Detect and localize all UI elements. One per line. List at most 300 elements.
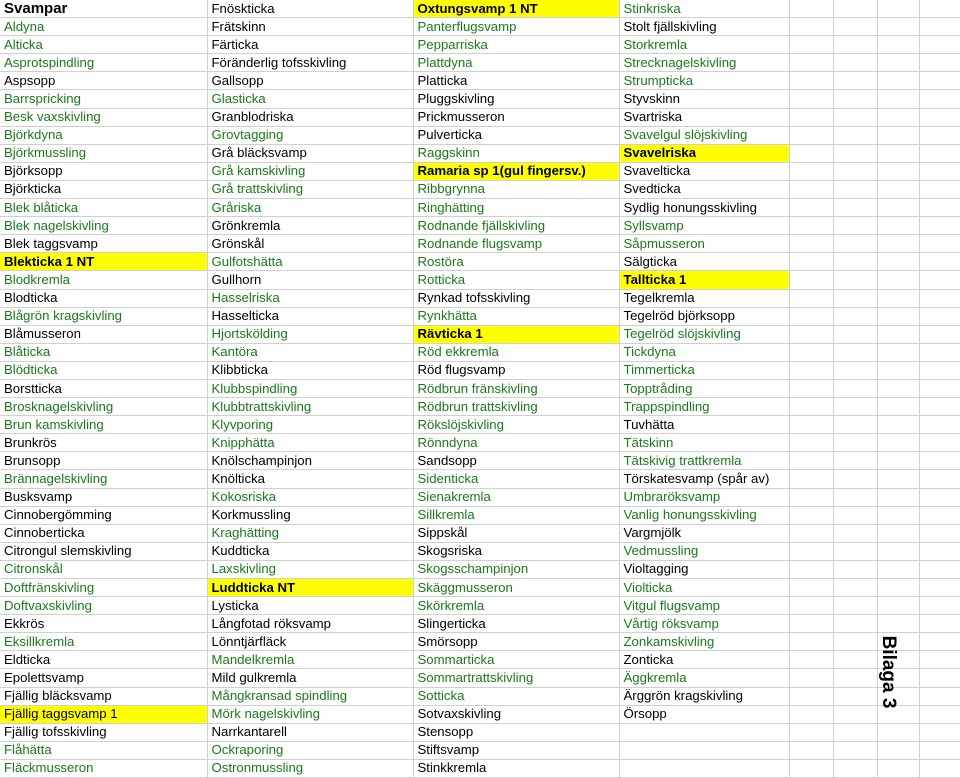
cell-col-d[interactable]: Violtagging (619, 560, 789, 578)
empty-cell[interactable] (877, 18, 919, 36)
cell-col-a[interactable]: Blåmusseron (0, 325, 207, 343)
empty-cell[interactable] (877, 759, 919, 777)
empty-cell[interactable] (919, 54, 960, 72)
empty-cell[interactable] (833, 180, 877, 198)
empty-cell[interactable] (919, 253, 960, 271)
empty-cell[interactable] (833, 325, 877, 343)
empty-cell[interactable] (789, 687, 833, 705)
empty-cell[interactable] (919, 343, 960, 361)
empty-cell[interactable] (919, 271, 960, 289)
empty-cell[interactable] (877, 597, 919, 615)
empty-cell[interactable] (789, 398, 833, 416)
cell-col-b[interactable]: Grå trattskivling (207, 180, 413, 198)
empty-cell[interactable] (789, 669, 833, 687)
cell-col-b[interactable]: Gallsopp (207, 72, 413, 90)
cell-col-d[interactable]: Äggkremla (619, 669, 789, 687)
empty-cell[interactable] (919, 416, 960, 434)
cell-col-d[interactable]: Örsopp (619, 705, 789, 723)
empty-cell[interactable] (919, 723, 960, 741)
cell-col-c[interactable]: Skogsschampinjon (413, 560, 619, 578)
cell-col-a[interactable]: Blodkremla (0, 271, 207, 289)
cell-col-c[interactable]: Rävticka 1 (413, 325, 619, 343)
empty-cell[interactable] (789, 759, 833, 777)
cell-col-a[interactable]: Brosknagelskivling (0, 398, 207, 416)
cell-col-a[interactable]: Brännagelskivling (0, 470, 207, 488)
cell-col-d[interactable]: Sälgticka (619, 253, 789, 271)
cell-col-d[interactable]: Svavelticka (619, 162, 789, 180)
empty-cell[interactable] (877, 307, 919, 325)
cell-col-a[interactable]: Fläckmusseron (0, 759, 207, 777)
cell-col-a[interactable]: Blodticka (0, 289, 207, 307)
cell-col-d[interactable]: Stolt fjällskivling (619, 18, 789, 36)
empty-cell[interactable] (919, 651, 960, 669)
cell-col-a[interactable]: Ekkrös (0, 615, 207, 633)
empty-cell[interactable] (789, 597, 833, 615)
empty-cell[interactable] (919, 398, 960, 416)
cell-col-d[interactable]: Tallticka 1 (619, 271, 789, 289)
cell-col-d[interactable]: Svedticka (619, 180, 789, 198)
empty-cell[interactable] (789, 615, 833, 633)
cell-col-c[interactable]: Sillkremla (413, 506, 619, 524)
cell-col-c[interactable]: Rostöra (413, 253, 619, 271)
empty-cell[interactable] (833, 398, 877, 416)
empty-cell[interactable] (919, 470, 960, 488)
cell-col-b[interactable]: Lysticka (207, 597, 413, 615)
cell-col-c[interactable]: Sommarticka (413, 651, 619, 669)
cell-col-c[interactable]: Skörkremla (413, 597, 619, 615)
cell-col-c[interactable]: Panterflugsvamp (413, 18, 619, 36)
empty-cell[interactable] (877, 723, 919, 741)
empty-cell[interactable] (833, 633, 877, 651)
cell-col-a[interactable]: Eldticka (0, 651, 207, 669)
empty-cell[interactable] (833, 615, 877, 633)
cell-col-d[interactable]: Storkremla (619, 36, 789, 54)
empty-cell[interactable] (877, 271, 919, 289)
empty-cell[interactable] (789, 343, 833, 361)
empty-cell[interactable] (919, 759, 960, 777)
empty-cell[interactable] (789, 307, 833, 325)
empty-cell[interactable] (789, 271, 833, 289)
cell-col-a[interactable]: Epolettsvamp (0, 669, 207, 687)
cell-col-a[interactable]: Alticka (0, 36, 207, 54)
cell-col-b[interactable]: Lönntjärfläck (207, 633, 413, 651)
cell-col-b[interactable]: Grönskål (207, 235, 413, 253)
empty-cell[interactable] (789, 18, 833, 36)
cell-col-d[interactable]: Vitgul flugsvamp (619, 597, 789, 615)
empty-cell[interactable] (789, 633, 833, 651)
cell-col-d[interactable]: Svavelriska (619, 144, 789, 162)
cell-col-a[interactable]: Cinnoberticka (0, 524, 207, 542)
empty-cell[interactable] (919, 506, 960, 524)
empty-cell[interactable] (877, 217, 919, 235)
cell-col-a[interactable]: Aspsopp (0, 72, 207, 90)
empty-cell[interactable] (877, 434, 919, 452)
cell-col-b[interactable]: Mild gulkremla (207, 669, 413, 687)
cell-col-a[interactable]: Björkticka (0, 180, 207, 198)
cell-col-c[interactable]: Rödbrun fränskivling (413, 379, 619, 397)
empty-cell[interactable] (789, 470, 833, 488)
empty-cell[interactable] (919, 361, 960, 379)
cell-col-b[interactable]: Mörk nagelskivling (207, 705, 413, 723)
empty-cell[interactable] (919, 325, 960, 343)
empty-cell[interactable] (877, 560, 919, 578)
cell-col-c[interactable]: Sandsopp (413, 452, 619, 470)
empty-cell[interactable] (833, 54, 877, 72)
cell-col-c[interactable]: Stensopp (413, 723, 619, 741)
cell-col-b[interactable]: Grönkremla (207, 217, 413, 235)
empty-cell[interactable] (919, 488, 960, 506)
cell-col-a[interactable]: Blekticka 1 NT (0, 253, 207, 271)
empty-cell[interactable] (833, 524, 877, 542)
cell-col-b[interactable]: Klubbspindling (207, 379, 413, 397)
cell-col-b[interactable]: Hasselriska (207, 289, 413, 307)
cell-col-d[interactable]: Tuvhätta (619, 416, 789, 434)
empty-cell[interactable] (833, 542, 877, 560)
cell-col-a[interactable]: Brun kamskivling (0, 416, 207, 434)
cell-col-a[interactable]: Brunsopp (0, 452, 207, 470)
cell-col-a[interactable]: Cinnobergömming (0, 506, 207, 524)
cell-col-a[interactable]: Busksvamp (0, 488, 207, 506)
cell-col-c[interactable]: Röd flugsvamp (413, 361, 619, 379)
empty-cell[interactable] (789, 0, 833, 18)
cell-col-d[interactable] (619, 723, 789, 741)
empty-cell[interactable] (919, 669, 960, 687)
cell-col-c[interactable]: Stiftsvamp (413, 741, 619, 759)
empty-cell[interactable] (833, 235, 877, 253)
cell-col-b[interactable]: Kraghätting (207, 524, 413, 542)
cell-col-a[interactable]: Svampar (0, 0, 207, 18)
empty-cell[interactable] (789, 180, 833, 198)
cell-col-d[interactable]: Timmerticka (619, 361, 789, 379)
cell-col-d[interactable] (619, 759, 789, 777)
cell-col-b[interactable]: Kuddticka (207, 542, 413, 560)
empty-cell[interactable] (789, 741, 833, 759)
empty-cell[interactable] (877, 289, 919, 307)
empty-cell[interactable] (789, 162, 833, 180)
cell-col-c[interactable]: Raggskinn (413, 144, 619, 162)
cell-col-d[interactable]: Topptråding (619, 379, 789, 397)
cell-col-c[interactable]: Rynkhätta (413, 307, 619, 325)
empty-cell[interactable] (833, 651, 877, 669)
cell-col-b[interactable]: Föränderlig tofsskivling (207, 54, 413, 72)
cell-col-d[interactable]: Stinkriska (619, 0, 789, 18)
empty-cell[interactable] (833, 379, 877, 397)
cell-col-d[interactable]: Styvskinn (619, 90, 789, 108)
empty-cell[interactable] (877, 235, 919, 253)
cell-col-d[interactable]: Trappspindling (619, 398, 789, 416)
empty-cell[interactable] (833, 307, 877, 325)
empty-cell[interactable] (877, 144, 919, 162)
empty-cell[interactable] (833, 741, 877, 759)
empty-cell[interactable] (833, 506, 877, 524)
cell-col-a[interactable]: Blåticka (0, 343, 207, 361)
cell-col-a[interactable]: Blek blåticka (0, 199, 207, 217)
cell-col-c[interactable]: Smörsopp (413, 633, 619, 651)
cell-col-b[interactable]: Kantöra (207, 343, 413, 361)
empty-cell[interactable] (877, 36, 919, 54)
cell-col-b[interactable]: Färticka (207, 36, 413, 54)
empty-cell[interactable] (877, 488, 919, 506)
cell-col-d[interactable]: Ärggrön kragskivling (619, 687, 789, 705)
cell-col-d[interactable]: Vargmjölk (619, 524, 789, 542)
cell-col-b[interactable]: Hjortskölding (207, 325, 413, 343)
empty-cell[interactable] (877, 416, 919, 434)
cell-col-b[interactable]: Grå bläcksvamp (207, 144, 413, 162)
empty-cell[interactable] (833, 72, 877, 90)
empty-cell[interactable] (833, 162, 877, 180)
empty-cell[interactable] (877, 506, 919, 524)
empty-cell[interactable] (833, 669, 877, 687)
empty-cell[interactable] (919, 90, 960, 108)
cell-col-d[interactable]: Zonkamskivling (619, 633, 789, 651)
cell-col-d[interactable]: Tätskinn (619, 434, 789, 452)
cell-col-b[interactable]: Narrkantarell (207, 723, 413, 741)
empty-cell[interactable] (833, 343, 877, 361)
cell-col-c[interactable]: Pepparriska (413, 36, 619, 54)
cell-col-b[interactable]: Klubbtrattskivling (207, 398, 413, 416)
cell-col-d[interactable]: Umbraröksvamp (619, 488, 789, 506)
empty-cell[interactable] (789, 144, 833, 162)
empty-cell[interactable] (919, 705, 960, 723)
cell-col-b[interactable]: Ockraporing (207, 741, 413, 759)
cell-col-d[interactable]: Svartriska (619, 108, 789, 126)
empty-cell[interactable] (919, 615, 960, 633)
empty-cell[interactable] (877, 361, 919, 379)
cell-col-c[interactable]: Pulverticka (413, 126, 619, 144)
empty-cell[interactable] (919, 560, 960, 578)
cell-col-a[interactable]: Brunkrös (0, 434, 207, 452)
empty-cell[interactable] (789, 705, 833, 723)
cell-col-d[interactable]: Strecknagelskivling (619, 54, 789, 72)
empty-cell[interactable] (789, 542, 833, 560)
empty-cell[interactable] (919, 0, 960, 18)
empty-cell[interactable] (877, 524, 919, 542)
empty-cell[interactable] (919, 180, 960, 198)
empty-cell[interactable] (833, 126, 877, 144)
empty-cell[interactable] (789, 325, 833, 343)
empty-cell[interactable] (789, 36, 833, 54)
empty-cell[interactable] (877, 398, 919, 416)
cell-col-a[interactable]: Eksillkremla (0, 633, 207, 651)
cell-col-b[interactable]: Klibbticka (207, 361, 413, 379)
cell-col-d[interactable]: Vanlig honungsskivling (619, 506, 789, 524)
cell-col-a[interactable]: Doftfränskivling (0, 579, 207, 597)
empty-cell[interactable] (789, 126, 833, 144)
empty-cell[interactable] (919, 162, 960, 180)
cell-col-c[interactable]: Rodnande fjällskivling (413, 217, 619, 235)
empty-cell[interactable] (833, 434, 877, 452)
cell-col-b[interactable]: Gråriska (207, 199, 413, 217)
empty-cell[interactable] (833, 452, 877, 470)
empty-cell[interactable] (833, 560, 877, 578)
cell-col-a[interactable]: Blek taggsvamp (0, 235, 207, 253)
empty-cell[interactable] (919, 108, 960, 126)
empty-cell[interactable] (833, 253, 877, 271)
empty-cell[interactable] (877, 90, 919, 108)
cell-col-a[interactable]: Björksopp (0, 162, 207, 180)
empty-cell[interactable] (877, 108, 919, 126)
cell-col-c[interactable]: Rynkad tofsskivling (413, 289, 619, 307)
cell-col-b[interactable]: Grå kamskivling (207, 162, 413, 180)
empty-cell[interactable] (789, 651, 833, 669)
cell-col-c[interactable]: Rökslöjskivling (413, 416, 619, 434)
empty-cell[interactable] (919, 144, 960, 162)
cell-col-a[interactable]: Asprotspindling (0, 54, 207, 72)
cell-col-d[interactable]: Zonticka (619, 651, 789, 669)
empty-cell[interactable] (877, 54, 919, 72)
empty-cell[interactable] (789, 253, 833, 271)
empty-cell[interactable] (833, 144, 877, 162)
cell-col-b[interactable]: Laxskivling (207, 560, 413, 578)
empty-cell[interactable] (919, 217, 960, 235)
cell-col-c[interactable]: Platticka (413, 72, 619, 90)
empty-cell[interactable] (919, 687, 960, 705)
empty-cell[interactable] (919, 379, 960, 397)
empty-cell[interactable] (877, 126, 919, 144)
cell-col-d[interactable]: Vedmussling (619, 542, 789, 560)
empty-cell[interactable] (919, 524, 960, 542)
cell-col-a[interactable]: Citronskål (0, 560, 207, 578)
empty-cell[interactable] (789, 361, 833, 379)
empty-cell[interactable] (789, 416, 833, 434)
empty-cell[interactable] (833, 759, 877, 777)
cell-col-d[interactable]: Vårtig röksvamp (619, 615, 789, 633)
empty-cell[interactable] (877, 470, 919, 488)
cell-col-b[interactable]: Ostronmussling (207, 759, 413, 777)
cell-col-c[interactable]: Skogsriska (413, 542, 619, 560)
cell-col-b[interactable]: Gullhorn (207, 271, 413, 289)
empty-cell[interactable] (833, 416, 877, 434)
cell-col-a[interactable]: Björkmussling (0, 144, 207, 162)
cell-col-d[interactable]: Tätskivig trattkremla (619, 452, 789, 470)
cell-col-c[interactable]: Röd ekkremla (413, 343, 619, 361)
cell-col-c[interactable]: Rönndyna (413, 434, 619, 452)
empty-cell[interactable] (789, 452, 833, 470)
cell-col-c[interactable]: Stinkkremla (413, 759, 619, 777)
empty-cell[interactable] (833, 705, 877, 723)
cell-col-a[interactable]: Flåhätta (0, 741, 207, 759)
cell-col-b[interactable]: Granblodriska (207, 108, 413, 126)
empty-cell[interactable] (833, 597, 877, 615)
empty-cell[interactable] (833, 687, 877, 705)
cell-col-c[interactable]: Sidenticka (413, 470, 619, 488)
cell-col-a[interactable]: Besk vaxskivling (0, 108, 207, 126)
empty-cell[interactable] (833, 90, 877, 108)
empty-cell[interactable] (833, 488, 877, 506)
cell-col-a[interactable]: Blågrön kragskivling (0, 307, 207, 325)
empty-cell[interactable] (789, 217, 833, 235)
cell-col-c[interactable]: Oxtungsvamp 1 NT (413, 0, 619, 18)
empty-cell[interactable] (833, 289, 877, 307)
empty-cell[interactable] (877, 741, 919, 759)
empty-cell[interactable] (877, 0, 919, 18)
cell-col-b[interactable]: Knölschampinjon (207, 452, 413, 470)
cell-col-b[interactable]: Knipphätta (207, 434, 413, 452)
cell-col-b[interactable]: Grovtagging (207, 126, 413, 144)
empty-cell[interactable] (877, 180, 919, 198)
empty-cell[interactable] (789, 108, 833, 126)
cell-col-c[interactable]: Ringhätting (413, 199, 619, 217)
empty-cell[interactable] (833, 108, 877, 126)
empty-cell[interactable] (919, 72, 960, 90)
empty-cell[interactable] (833, 470, 877, 488)
cell-col-c[interactable]: Ramaria sp 1(gul fingersv.) (413, 162, 619, 180)
cell-col-c[interactable]: Rotticka (413, 271, 619, 289)
cell-col-d[interactable] (619, 741, 789, 759)
cell-col-a[interactable]: Blek nagelskivling (0, 217, 207, 235)
empty-cell[interactable] (877, 162, 919, 180)
cell-col-a[interactable]: Fjällig tofsskivling (0, 723, 207, 741)
cell-col-d[interactable]: Strumpticka (619, 72, 789, 90)
empty-cell[interactable] (919, 126, 960, 144)
cell-col-a[interactable]: Björkdyna (0, 126, 207, 144)
empty-cell[interactable] (919, 235, 960, 253)
cell-col-a[interactable]: Borstticka (0, 379, 207, 397)
empty-cell[interactable] (919, 452, 960, 470)
empty-cell[interactable] (877, 579, 919, 597)
empty-cell[interactable] (833, 217, 877, 235)
empty-cell[interactable] (833, 723, 877, 741)
cell-col-b[interactable]: Klyvporing (207, 416, 413, 434)
empty-cell[interactable] (877, 72, 919, 90)
empty-cell[interactable] (789, 72, 833, 90)
empty-cell[interactable] (789, 54, 833, 72)
cell-col-b[interactable]: Långfotad röksvamp (207, 615, 413, 633)
empty-cell[interactable] (789, 524, 833, 542)
empty-cell[interactable] (833, 36, 877, 54)
empty-cell[interactable] (833, 271, 877, 289)
cell-col-c[interactable]: Slingerticka (413, 615, 619, 633)
empty-cell[interactable] (919, 633, 960, 651)
cell-col-c[interactable]: Sienakremla (413, 488, 619, 506)
empty-cell[interactable] (833, 361, 877, 379)
empty-cell[interactable] (919, 741, 960, 759)
cell-col-a[interactable]: Fjällig bläcksvamp (0, 687, 207, 705)
empty-cell[interactable] (789, 235, 833, 253)
cell-col-b[interactable]: Luddticka NT (207, 579, 413, 597)
empty-cell[interactable] (789, 560, 833, 578)
cell-col-a[interactable]: Citrongul slemskivling (0, 542, 207, 560)
cell-col-b[interactable]: Hasselticka (207, 307, 413, 325)
cell-col-a[interactable]: Fjällig taggsvamp 1 (0, 705, 207, 723)
cell-col-c[interactable]: Sotvaxskivling (413, 705, 619, 723)
empty-cell[interactable] (833, 0, 877, 18)
cell-col-b[interactable]: Korkmussling (207, 506, 413, 524)
empty-cell[interactable] (789, 506, 833, 524)
cell-col-c[interactable]: Skäggmusseron (413, 579, 619, 597)
empty-cell[interactable] (919, 307, 960, 325)
cell-col-b[interactable]: Glasticka (207, 90, 413, 108)
cell-col-b[interactable]: Gulfotshätta (207, 253, 413, 271)
empty-cell[interactable] (919, 542, 960, 560)
empty-cell[interactable] (833, 18, 877, 36)
empty-cell[interactable] (789, 379, 833, 397)
cell-col-d[interactable]: Sydlig honungsskivling (619, 199, 789, 217)
cell-col-b[interactable]: Kokosriska (207, 488, 413, 506)
empty-cell[interactable] (877, 325, 919, 343)
cell-col-c[interactable]: Rödbrun trattskivling (413, 398, 619, 416)
empty-cell[interactable] (919, 434, 960, 452)
cell-col-b[interactable]: Frätskinn (207, 18, 413, 36)
empty-cell[interactable] (919, 36, 960, 54)
cell-col-c[interactable]: Sommartrattskivling (413, 669, 619, 687)
cell-col-a[interactable]: Blödticka (0, 361, 207, 379)
cell-col-d[interactable]: Svavelgul slöjskivling (619, 126, 789, 144)
cell-col-a[interactable]: Barrspricking (0, 90, 207, 108)
empty-cell[interactable] (833, 579, 877, 597)
cell-col-c[interactable]: Prickmusseron (413, 108, 619, 126)
cell-col-d[interactable]: Såpmusseron (619, 235, 789, 253)
